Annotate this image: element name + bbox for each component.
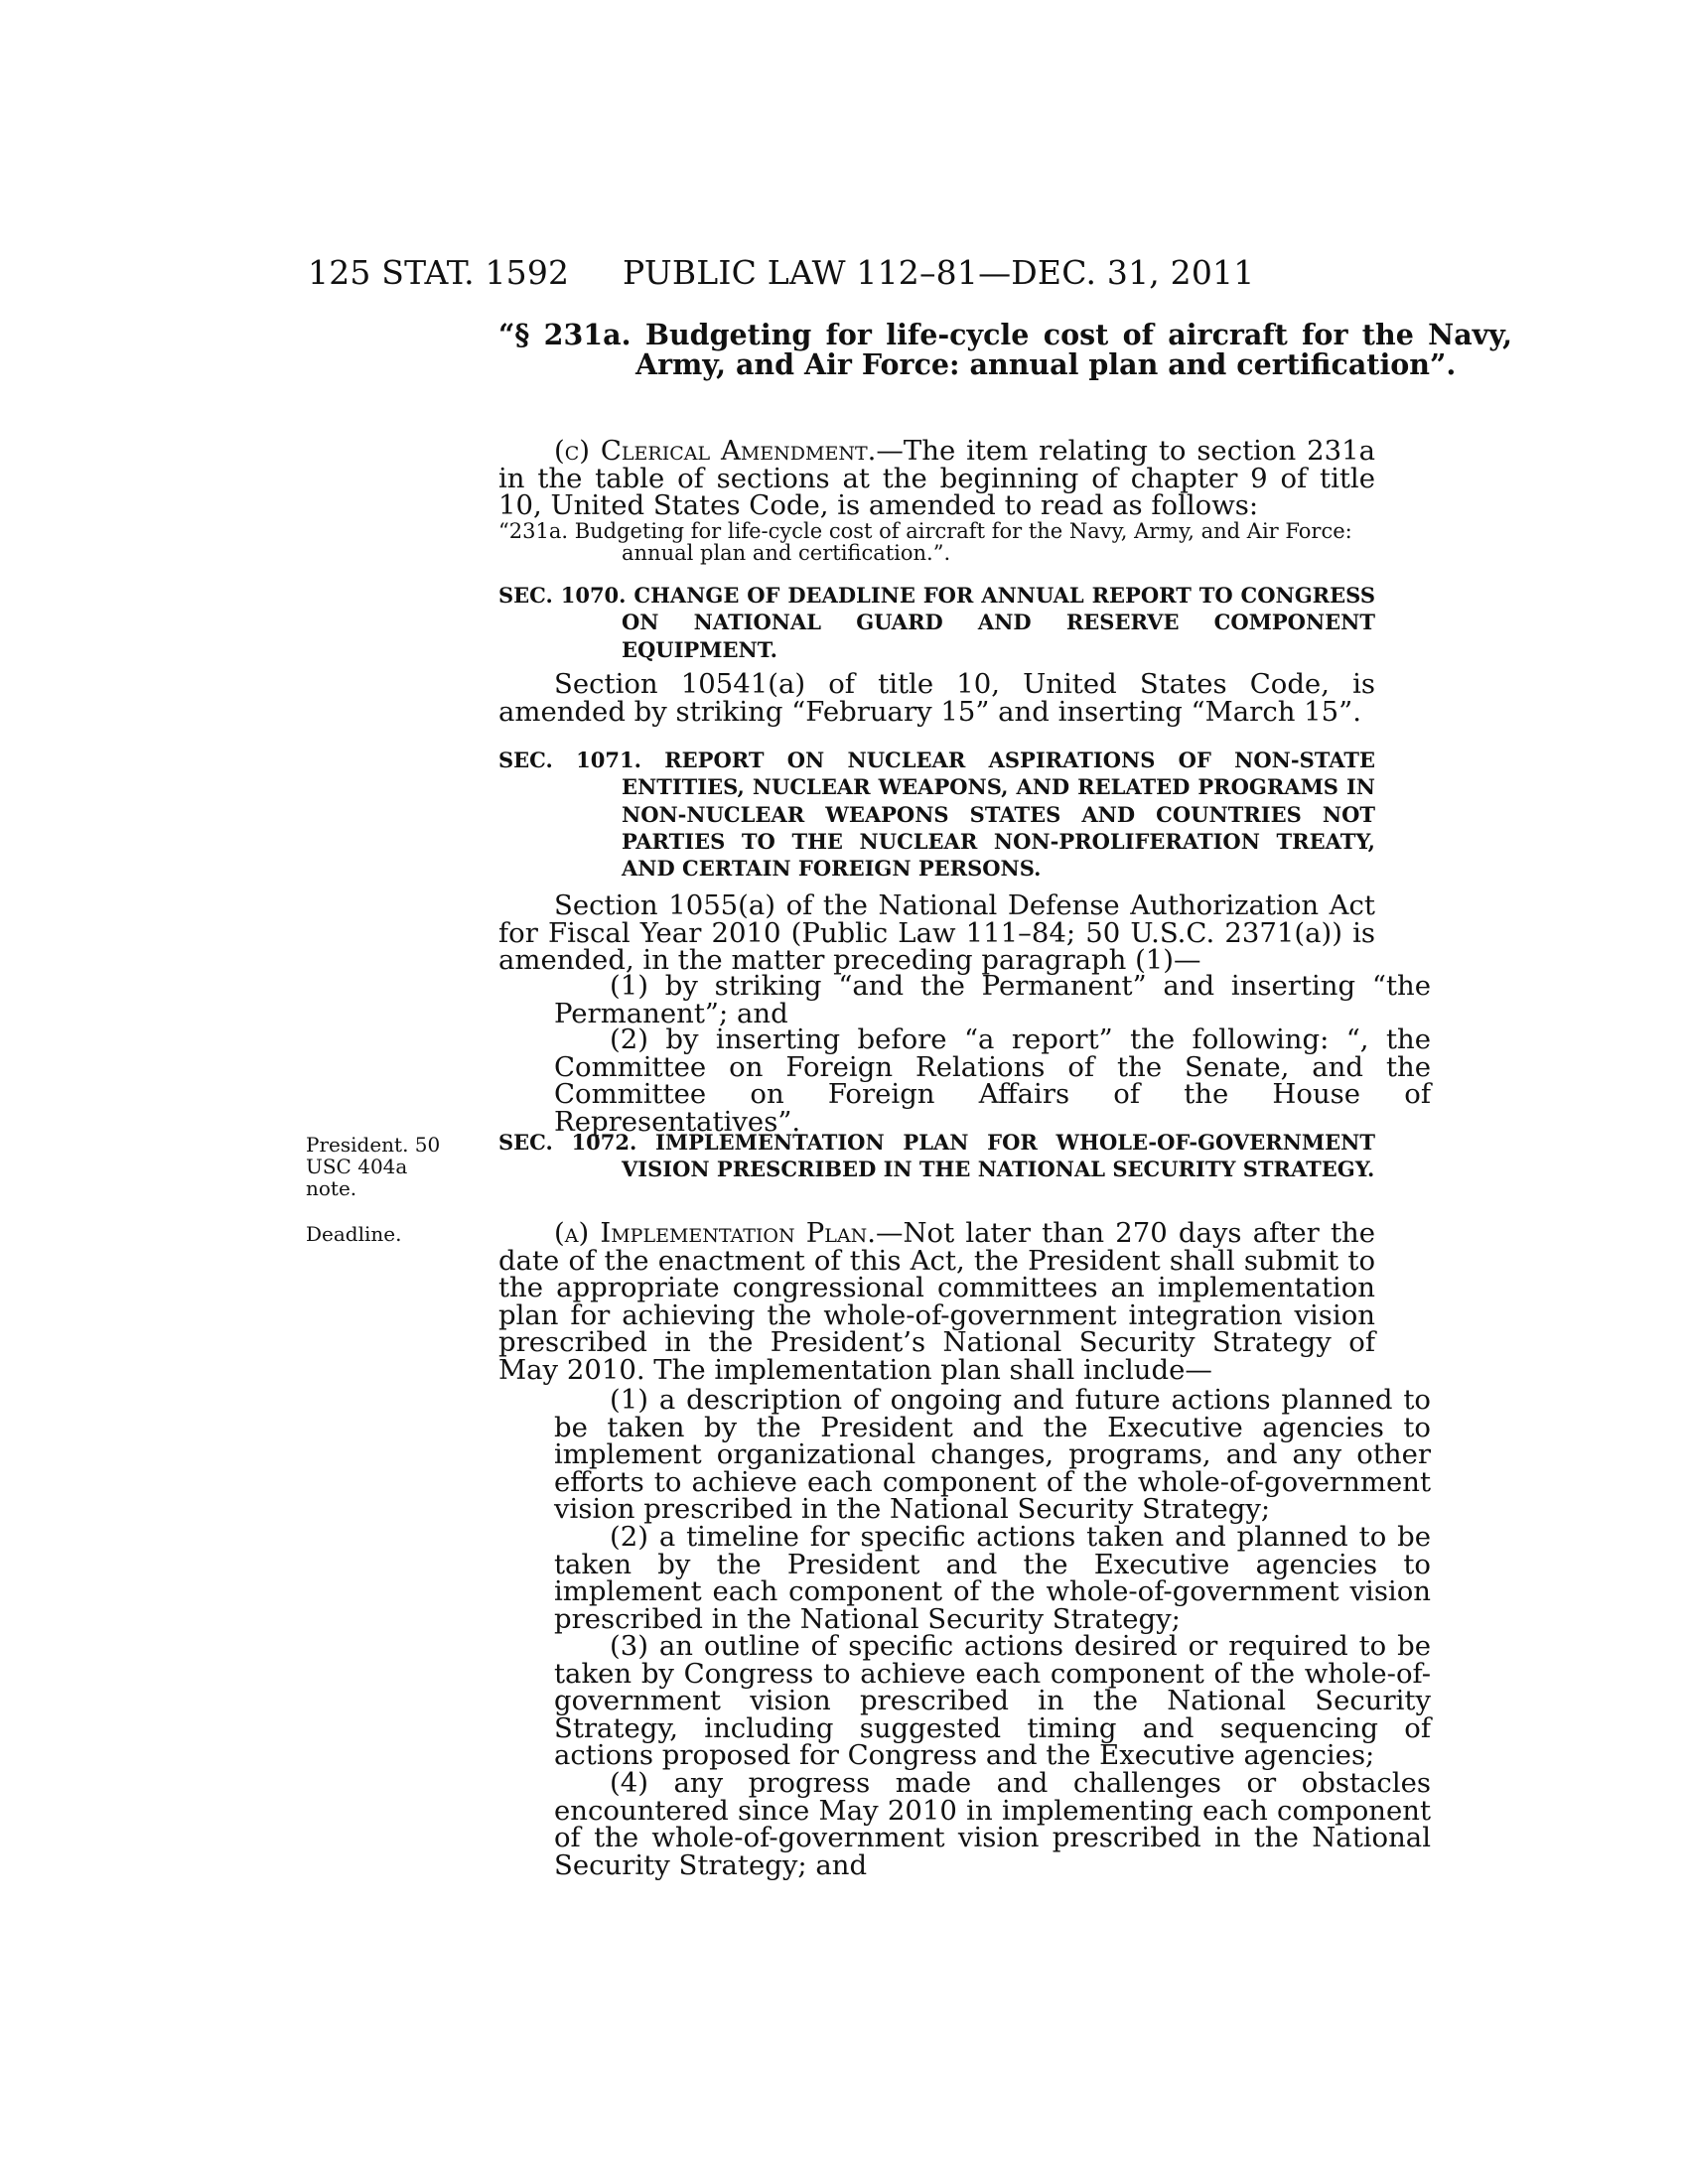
clerical-amendment-paragraph <box>498 435 1375 521</box>
amended-section-heading: “§ 231a. Budgeting for life-cycle cost of aircraft for the Navy, Army, and Air Force: annual plan and certification”. <box>498 318 1512 382</box>
sec-1071-intro: Section 1055(a) of the National Defense Authorization Act for Fiscal Year 2010 (Public Law 111–84; 50 U.S.C. 2371(a)) is amended, in the matter preceding paragraph (1)— <box>498 889 1375 976</box>
table-of-sections-item: “231a. Budgeting for life-cycle cost of aircraft for the Navy, Army, and Air Force: annual plan and certification.”. <box>498 519 1352 566</box>
sec-1071-item-1: (1) by striking “and the Permanent” and inserting “the Permanent”; and <box>554 970 1431 1029</box>
sec-1072-implementation-plan <box>498 1217 1375 1386</box>
margin-note-president: President. 50 USC 404a note. <box>306 1133 441 1200</box>
sec-1072-item-4: (4) any progress made and challenges or obstacles encountered since May 2010 in implementing each component of the whole-of-government vision prescribed in the National Security Strategy; and <box>554 1767 1431 1881</box>
implementation-plan-label: (a) Implementation Plan.— <box>554 1217 904 1249</box>
public-law-header: PUBLIC LAW 112–81—DEC. 31, 2011 <box>623 253 1255 292</box>
stat-reference: 125 STAT. 1592 <box>308 253 570 292</box>
sec-1072-item-1: (1) a description of ongoing and future actions planned to be taken by the President and the Executive agencies to implement organizational changes, programs, and any other efforts to achieve each component of the whole-of-government vision prescribed in the National Security Strategy; <box>554 1384 1431 1525</box>
sec-1071-heading: SEC. 1071. REPORT ON NUCLEAR ASPIRATIONS OF NON-STATE ENTITIES, NUCLEAR WEAPONS, AND RELATED PROGRAMS IN NON-NUCLEAR WEAPONS STATES AND COUNTRIES NOT PARTIES TO THE NUCLEAR NON-PROLIFERATION TREATY, AND CERTAIN FOREIGN PERSONS. <box>498 748 1375 882</box>
sec-1070-body: Section 10541(a) of title 10, United States Code, is amended by striking “February 15” and inserting “March 15”. <box>498 668 1375 728</box>
sec-1072-heading: SEC. 1072. IMPLEMENTATION PLAN FOR WHOLE-OF-GOVERNMENT VISION PRESCRIBED IN THE NATIONAL SECURITY STRATEGY. <box>498 1130 1375 1182</box>
sec-1072-item-2: (2) a timeline for specific actions taken and planned to be taken by the President and the Executive agencies to implement each component of the whole-of-government vision prescribed in the National Security Strategy; <box>554 1521 1431 1635</box>
sec-1070-heading: SEC. 1070. CHANGE OF DEADLINE FOR ANNUAL REPORT TO CONGRESS ON NATIONAL GUARD AND RESERVE COMPONENT EQUIPMENT. <box>498 583 1375 662</box>
clerical-amendment-label: (c) Clerical Amendment.— <box>554 435 904 467</box>
sec-1072-item-3: (3) an outline of specific actions desired or required to be taken by Congress to achieve each component of the whole-of-government vision prescribed in the National Security Strategy, including suggested timing and sequencing of actions proposed for Congress and the Executive agencies; <box>554 1630 1431 1771</box>
clerical-amendment-text: The item relating to section 231a in the table of sections at the beginning of chapter 9 of title 10, United States Code, is amended to read as follows: <box>498 435 1375 521</box>
sec-1071-item-2: (2) by inserting before “a report” the following: “, the Committee on Foreign Relations of the Senate, and the Committee on Foreign Affairs of the House of Representatives”. <box>554 1024 1431 1138</box>
implementation-plan-text: Not later than 270 days after the date of the enactment of this Act, the President shall submit to the appropriate congressional committees an implementation plan for achieving the whole-of-government integration vision prescribed in the President’s National Security Strategy of May 2010. The implementation plan shall include— <box>498 1217 1375 1386</box>
margin-note-deadline: Deadline. <box>306 1222 402 1246</box>
